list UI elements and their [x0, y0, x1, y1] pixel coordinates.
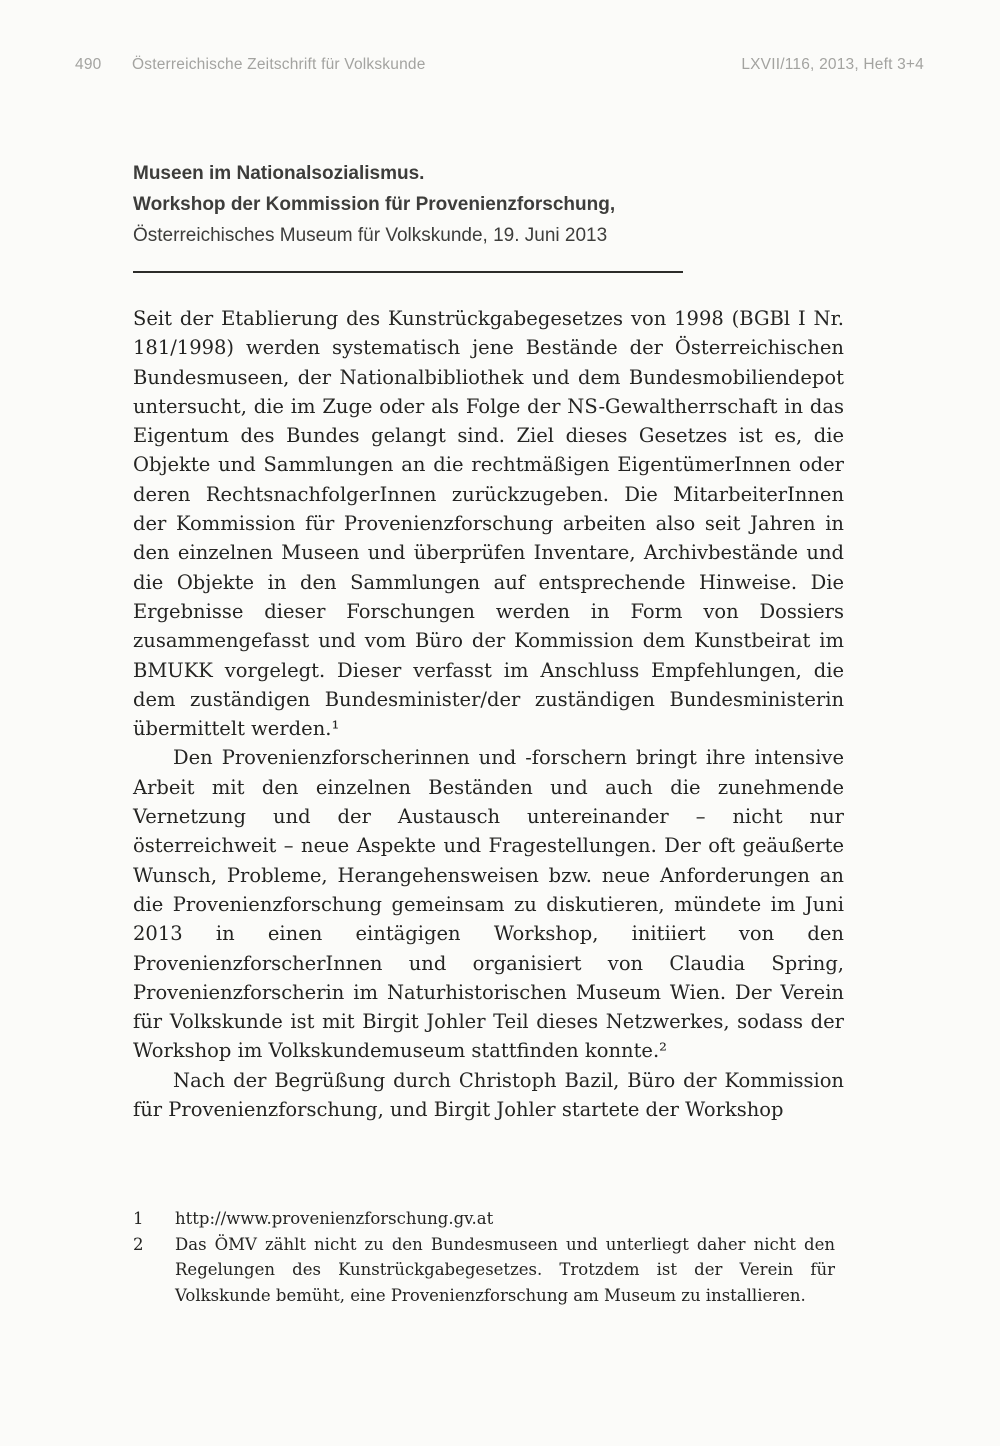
paragraph: Seit der Etablierung des Kunstrückgabegesetzes von 1998 (BGBl I Nr. 181/1998) werden systematisch jene Bestände der Österreichischen Bundesmuseen, der Nationalbibliothek und dem Bundesmobiliendepot untersucht, die im Zuge oder als Folge der NS-Gewaltherrschaft in das Eigentum des Bundes gelangt sind. Ziel dieses Gesetzes ist es, die Objekte und Sammlungen an die rechtmäßigen EigentümerInnen oder deren RechtsnachfolgerInnen zurückzugeben. Die MitarbeiterInnen der Kommission für Provenienzforschung arbeiten also seit Jahren in den einzelnen Museen und überprüfen Inventare, Archivbestände und die Objekte in den Sammlungen auf entsprechende Hinweise. Die Ergebnisse dieser Forschungen werden in Form von Dossiers zusammengefasst und vom Büro der Kommission dem Kunstbeirat im BMUKK vorgelegt. Dieser verfasst im Anschluss Empfehlungen, die dem zuständigen Bundesminister/der zuständigen Bundesministerin übermittelt werden.¹ [133, 307, 844, 741]
footnote-text: Das ÖMV zählt nicht zu den Bundesmuseen und unterliegt daher nicht den Regelungen des Kunstrückgabegesetzes. Trotzdem ist der Verein für Volkskunde bemüht, eine Provenienzforschung am Museum zu installieren. [175, 1234, 835, 1305]
journal-title: Österreichische Zeitschrift für Volkskunde [132, 56, 426, 73]
footnote [133, 1206, 835, 1232]
article-body [133, 304, 844, 1124]
page-number: 490 [75, 56, 102, 73]
footnote-number: 1 [133, 1209, 144, 1228]
paragraph: Nach der Begrüßung durch Christoph Bazil, Büro der Kommission für Provenienzforschung, und Birgit Johler startete der Workshop [133, 1068, 844, 1122]
footnotes [133, 1206, 835, 1308]
footnote-text: http://www.provenienzforschung.gv.at [175, 1209, 494, 1228]
paragraph: Den Provenienzforscherinnen und -forschern bringt ihre intensive Arbeit mit den einzelnen Beständen und auch die zunehmende Vernetzung und der Austausch untereinander – nicht nur österreichweit – neue Aspekte und Fragestellungen. Der oft geäußerte Wunsch, Probleme, Herangehensweisen bzw. neue Anforderungen an die Provenienzforschung gemeinsam zu diskutieren, mündete im Juni 2013 in einen eintägigen Workshop, initiiert von den ProvenienzforscherInnen und organisiert von Claudia Spring, Provenienzforscherin im Naturhistorischen Museum Wien. Der Verein für Volkskunde ist mit Birgit Johler Teil dieses Netzwerkes, sodass der Workshop im Volkskundemuseum stattfinden konnte.² [133, 746, 844, 1063]
running-header [75, 56, 924, 74]
article-title-line1: Museen im Nationalsozialismus. [133, 163, 425, 184]
article-title-line2: Workshop der Kommission für Provenienzforschung, [133, 194, 616, 215]
footnote [133, 1232, 835, 1309]
issue-info: LXVII/116, 2013, Heft 3+4 [741, 56, 924, 73]
title-divider-rule [133, 271, 683, 273]
article-title-block [133, 158, 853, 251]
article-title-line3: Österreichisches Museum für Volkskunde, 19. Juni 2013 [133, 225, 608, 246]
footnote-number: 2 [133, 1234, 144, 1254]
